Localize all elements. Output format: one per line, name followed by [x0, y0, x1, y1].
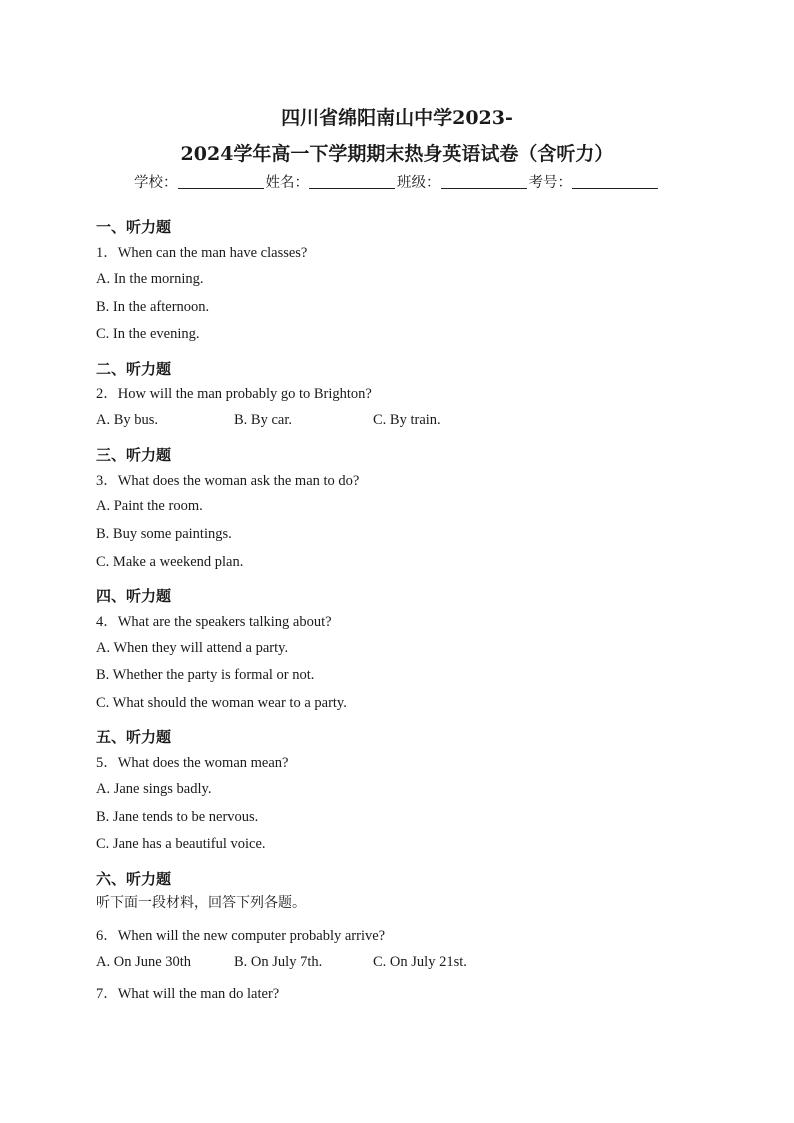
option-5a: A. Jane sings badly. [96, 781, 212, 797]
section-heading-3: 三、听力题 [96, 446, 172, 464]
exam-number-label: 考号： [528, 175, 572, 191]
title-line-2: 2024学年高一下学期期末热身英语试卷（含听力） [180, 143, 614, 165]
question-6: 6．When will the new computer probably arrive? [96, 928, 386, 944]
school-label: 学校： [134, 175, 178, 191]
option-1b: B. In the afternoon. [96, 299, 210, 315]
section-heading-4: 四、听力题 [96, 587, 172, 605]
exam-number-blank[interactable] [572, 174, 658, 189]
option-3a: A. Paint the room. [96, 498, 203, 514]
option-3b: B. Buy some paintings. [96, 526, 232, 542]
class-blank[interactable] [441, 174, 527, 189]
option-1c: C. In the evening. [96, 326, 200, 342]
title-line-1: 四川省绵阳南山中学2023- [281, 107, 513, 129]
option-2a: A. By bus. [96, 412, 159, 428]
section-heading-1: 一、听力题 [96, 218, 172, 236]
question-4: 4．What are the speakers talking about? [96, 614, 332, 630]
option-5b: B. Jane tends to be nervous. [96, 809, 259, 825]
section-heading-6: 六、听力题 [96, 870, 172, 888]
option-3c: C. Make a weekend plan. [96, 554, 244, 570]
option-6a: A. On June 30th [96, 954, 192, 970]
option-4b: B. Whether the party is formal or not. [96, 667, 315, 683]
option-6b: B. On July 7th. [234, 954, 323, 970]
section-heading-2: 二、听力题 [96, 360, 172, 378]
option-6c: C. On July 21st. [373, 954, 467, 970]
question-5: 5．What does the woman mean? [96, 755, 289, 771]
option-2c: C. By train. [373, 412, 441, 428]
section-heading-5: 五、听力题 [96, 728, 172, 746]
name-label: 姓名： [265, 175, 309, 191]
option-4a: A. When they will attend a party. [96, 640, 289, 656]
question-2: 2．How will the man probably go to Brighton? [96, 386, 372, 402]
option-2b: B. By car. [234, 412, 292, 428]
question-3: 3．What does the woman ask the man to do? [96, 473, 360, 489]
section-6-intro: 听下面一段材料，回答下列各题。 [96, 895, 306, 911]
option-4c: C. What should the woman wear to a party. [96, 695, 347, 711]
student-info-row [0, 171, 794, 192]
question-7: 7．What will the man do later? [96, 986, 280, 1002]
name-blank[interactable] [309, 174, 395, 189]
option-5c: C. Jane has a beautiful voice. [96, 836, 266, 852]
option-1a: A. In the morning. [96, 271, 204, 287]
class-label: 班级： [397, 175, 441, 191]
question-1: 1．When can the man have classes? [96, 245, 308, 261]
school-blank[interactable] [178, 174, 264, 189]
